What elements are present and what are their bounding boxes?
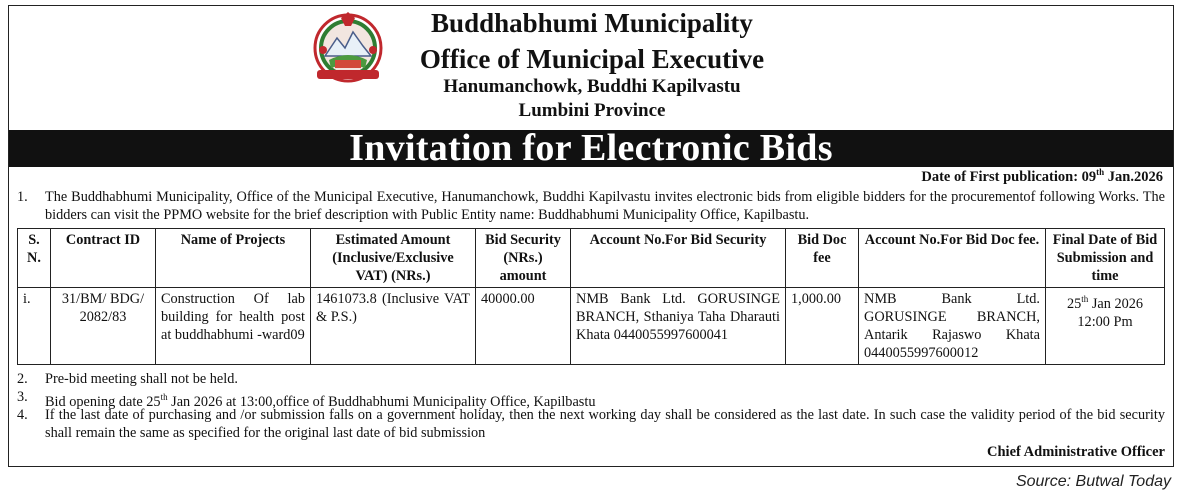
municipality-name: Buddhabhumi Municipality [431,8,753,38]
col-security: Bid Security (NRs.) amount [476,229,571,288]
notice-title: Invitation for Electronic Bids [349,127,833,169]
clause-number: 2. [17,371,28,387]
office-address: Hanumanchowk, Buddhi Kapilvastu [443,76,741,97]
office-name: Office of Municipal Executive [419,44,765,74]
cell-sn: i. [18,288,51,365]
table-header-row [18,229,1165,288]
province-name: Lumbini Province [518,100,666,121]
clause-number: 3. [17,389,28,405]
clause-text: Bid opening date 25th Jan 2026 at 13:00,office of Buddhabhumi Municipality Office, Kapilbastu [45,392,596,410]
signature: Chief Administrative Officer [987,444,1165,460]
col-contract: Contract ID [51,229,156,288]
cell-contract: 31/BM/ BDG/ 2082/83 [51,288,156,365]
tender-notice [8,5,1174,467]
cell-account-security: NMB Bank Ltd. GORUSINGE BRANCH, Sthaniya Taha Dharauti Khata 0440055997600041 [571,288,786,365]
cell-final-date: 25th Jan 2026 12:00 Pm [1046,288,1165,365]
cell-security: 40000.00 [476,288,571,365]
publication-date: Date of First publication: 09th Jan.2026 [921,167,1163,185]
col-doc-fee: Bid Doc fee [786,229,859,288]
source-credit: Source: Butwal Today [1015,473,1171,490]
col-sn: S. N. [18,229,51,288]
cell-project: Construction Of lab building for health post at buddhabhumi -ward09 [156,288,311,365]
col-final-date: Final Date of Bid Submission and time [1046,229,1165,288]
col-estimate: Estimated Amount (Inclusive/Exclusive VAT) (NRs.) [311,229,476,288]
clause-number: 4. [17,407,28,423]
clause-text: If the last date of purchasing and /or submission falls on a government holiday, then the next working day shall be considered as the last date. In such case the validity period of the bid security shall remain the same as specified for the original last date of bid submission [45,407,1165,441]
table-row [18,288,1165,365]
cell-account-doc: NMB Bank Ltd. GORUSINGE BRANCH, Antarik Rajaswo Khata 0440055997600012 [859,288,1046,365]
cell-estimate: 1461073.8 (Inclusive VAT & P.S.) [311,288,476,365]
cell-doc-fee: 1,000.00 [786,288,859,365]
clause-number: 1. [17,189,28,205]
title-banner [9,127,1173,169]
col-account-security: Account No.For Bid Security [571,229,786,288]
col-project: Name of Projects [156,229,311,288]
header [9,6,1173,130]
clause-text: The Buddhabhumi Municipality, Office of the Municipal Executive, Hanumanchowk, Buddhi Kapilvastu invites electronic bids from eligible bidders for the procurementof following Works. The bidders can visit the PPMO website for the brief description with Public Entity name: Buddhabhumi Municipality Office, Kapilbastu. [45,189,1165,223]
col-account-doc: Account No.For Bid Doc fee. [859,229,1046,288]
bid-table [17,228,1165,365]
clause-text: Pre-bid meeting shall not be held. [45,371,238,387]
